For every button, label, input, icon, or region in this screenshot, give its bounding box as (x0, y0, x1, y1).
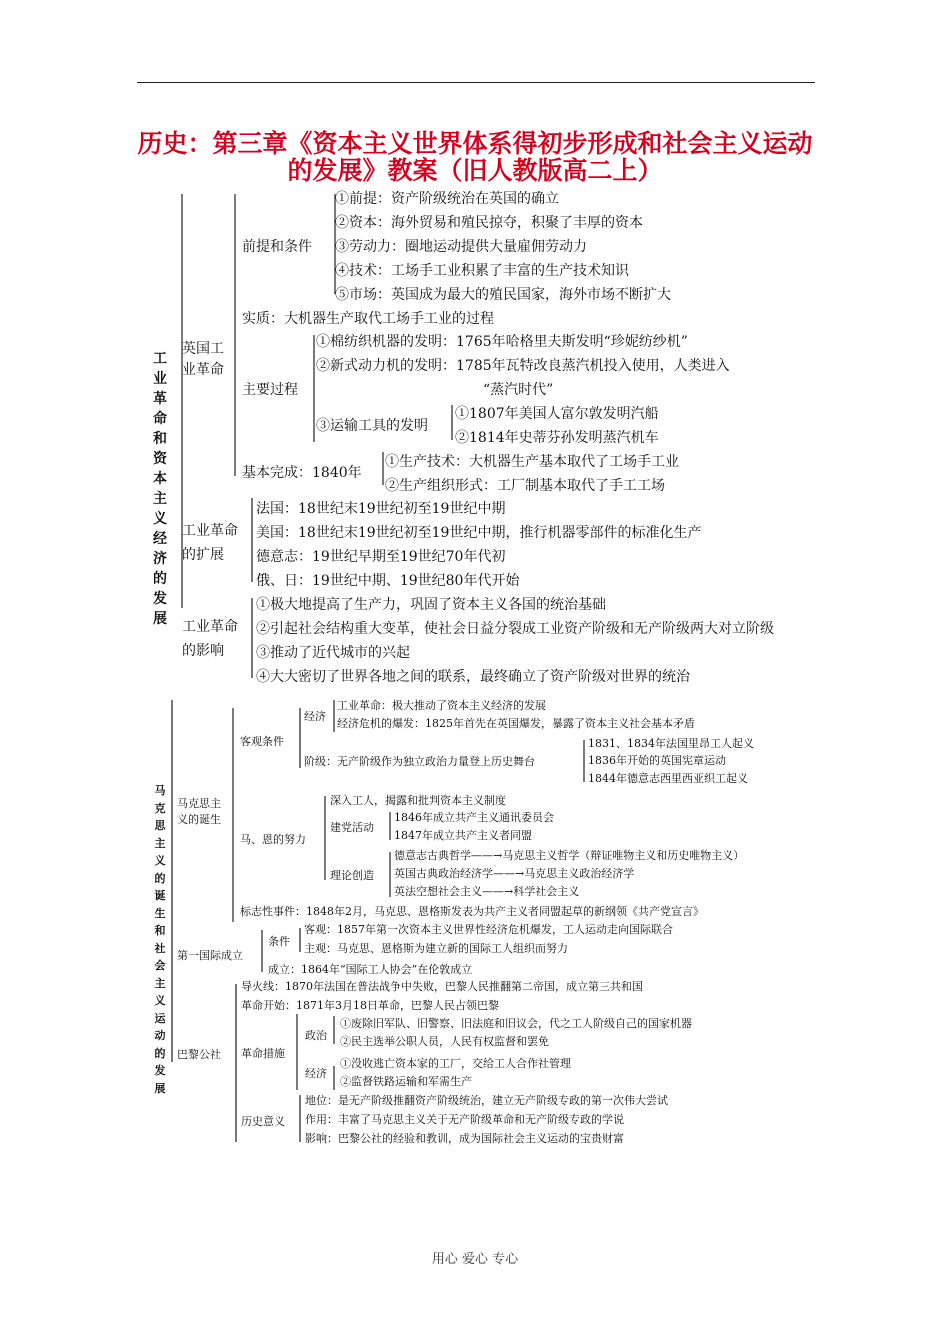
impact-item-2: ②引起社会结构重大变革，使社会日益分裂成工业资产阶级和无产阶级两大对立阶级 (256, 621, 774, 637)
first-intl-label: 第一国际成立 (177, 949, 243, 962)
process-item-2a: ②新式动力机的发明：1785年瓦特改良蒸汽机投入使用，人类进入 (316, 358, 730, 374)
landmark-text: 标志性事件：1848年2月，马克思、恩格斯发表为共产主义者同盟起草的新纲领《共产党宣言》 (240, 905, 704, 918)
measures-label: 革命措施 (241, 1047, 285, 1060)
commune-fuse-text: 导火线：1870年法国在普法战争中失败，巴黎人民推翻第二帝国，成立第三共和国 (241, 980, 643, 993)
politics-item-2: ②民主选举公职人员，人民有权监督和罢免 (340, 1035, 549, 1048)
premise-item-5: ⑤市场：英国成为最大的殖民国家，海外市场不断扩大 (335, 287, 671, 303)
page-footer: 用心 爱心 专心 (431, 1252, 519, 1267)
intl-founding-text: 成立：1864年“国际工人协会”在伦敦成立 (268, 963, 473, 976)
significance-item-2: 作用：丰富了马克思主义关于无产阶级革命和无产阶级专政的学说 (305, 1113, 624, 1126)
politics-item-1: ①废除旧军队、旧警察、旧法庭和旧议会，代之工人阶级自己的国家机器 (340, 1017, 692, 1030)
expansion-item-3: 德意志：19世纪早期至19世纪70年代初 (256, 549, 506, 565)
efforts-label: 马、恩的努力 (240, 833, 306, 846)
objective-economy-label: 经济 (304, 710, 326, 723)
premise-item-2: ②资本：海外贸易和殖民掠夺，积聚了丰厚的资本 (335, 215, 643, 231)
significance-label: 历史意义 (241, 1115, 285, 1128)
party-label: 建党活动 (330, 821, 374, 834)
process-item-3: ③运输工具的发明 (316, 418, 428, 434)
birth-label-1: 马克思主 (177, 797, 221, 810)
transport-item-1: ①1807年美国人富尔敦发明汽船 (455, 406, 659, 422)
measures-economy-label: 经济 (305, 1067, 327, 1080)
essence-text: 实质：大机器生产取代工场手工业的过程 (242, 311, 494, 327)
impact-item-4: ④大大密切了世界各地之间的联系，最终确立了资产阶级对世界的统治 (256, 669, 690, 685)
commune-economy-item-1: ①没收逃亡资本家的工厂，交给工人合作社管理 (340, 1057, 571, 1070)
intl-condition-2: 主观：马克思、恩格斯为建立新的国际工人组织而努力 (304, 942, 568, 955)
theory-item-2: 英国古典政治经济学——→马克思主义政治经济学 (394, 867, 635, 880)
commune-start-text: 革命开始：1871年3月18日革命，巴黎人民占领巴黎 (241, 999, 499, 1012)
impact-label-2: 的影响 (182, 643, 224, 659)
impact-item-3: ③推动了近代城市的兴起 (256, 645, 410, 661)
birth-label-2: 义的诞生 (177, 813, 221, 826)
theory-label: 理论创造 (330, 869, 374, 882)
completion-label: 基本完成：1840年 (242, 465, 362, 481)
expansion-item-2: 美国：18世纪末19世纪初至19世纪中期，推行机器零部件的标准化生产 (256, 525, 702, 541)
premise-item-4: ④技术：工场手工业积累了丰富的生产技术知识 (335, 263, 629, 279)
uprising-item-3: 1844年德意志西里西亚织工起义 (588, 772, 748, 785)
party-item-2: 1847年成立共产主义者同盟 (394, 829, 532, 842)
impact-label-1: 工业革命 (182, 619, 238, 635)
intl-condition-1: 客观：1857年第一次资本主义世界性经济危机爆发，工人运动走向国际联合 (304, 923, 673, 936)
document-title-line2: 的发展》教案（旧人教版高二上） (287, 156, 663, 185)
uprising-item-1: 1831、1834年法国里昂工人起义 (588, 737, 754, 750)
completion-item-2: ②生产组织形式：工厂制基本取代了手工工场 (385, 478, 665, 494)
expansion-item-1: 法国：18世纪末19世纪初至19世纪中期 (256, 501, 506, 517)
significance-item-1: 地位：是无产阶级推翻资产阶级统治，建立无产阶级专政的第一次伟大尝试 (305, 1094, 668, 1107)
uprising-item-2: 1836年开始的英国宪章运动 (588, 754, 726, 767)
efforts-deep-text: 深入工人，揭露和批判资本主义制度 (330, 794, 506, 807)
theory-item-1: 德意志古典哲学——→马克思主义哲学（辩证唯物主义和历史唯物主义） (394, 849, 745, 862)
measures-politics-label: 政治 (305, 1029, 327, 1042)
process-label: 主要过程 (242, 382, 298, 398)
objective-economy-item-2: 经济危机的爆发：1825年首先在英国爆发，暴露了资本主义社会基本矛盾 (337, 717, 695, 730)
intl-conditions-label: 条件 (268, 935, 290, 948)
document-title-line1: 历史：第三章《资本主义世界体系得初步形成和社会主义运动 (137, 129, 813, 158)
impact-item-1: ①极大地提高了生产力，巩固了资本主义各国的统治基础 (256, 597, 606, 613)
premise-item-1: ①前提：资产阶级统治在英国的确立 (335, 191, 559, 207)
premise-label: 前提和条件 (242, 239, 312, 255)
objective-label: 客观条件 (240, 735, 284, 748)
commune-economy-item-2: ②监督铁路运输和军需生产 (340, 1075, 472, 1088)
commune-label: 巴黎公社 (177, 1048, 221, 1061)
part1-root-text: 工业革命和资本主义经济的发展 (153, 351, 167, 627)
objective-class-label: 阶级：无产阶级作为独立政治力量登上历史舞台 (304, 755, 535, 768)
process-item-1: ①棉纺织机器的发明：1765年哈格里夫斯发明“珍妮纺纱机” (316, 334, 688, 350)
expansion-item-4: 俄、日：19世纪中期、19世纪80年代开始 (256, 573, 520, 589)
objective-economy-item-1: 工业革命：极大推动了资本主义经济的发展 (337, 699, 546, 712)
transport-item-2: ②1814年史蒂芬孙发明蒸汽机车 (455, 430, 659, 446)
expansion-label-2: 的扩展 (182, 547, 224, 563)
party-item-1: 1846年成立共产主义通讯委员会 (394, 811, 554, 824)
completion-item-1: ①生产技术：大机器生产基本取代了工场手工业 (385, 454, 679, 470)
theory-item-3: 英法空想社会主义——→科学社会主义 (394, 885, 580, 898)
significance-item-3: 影响：巴黎公社的经验和教训，成为国际社会主义运动的宝贵财富 (305, 1132, 624, 1145)
premise-item-3: ③劳动力：圈地运动提供大量雇佣劳动力 (335, 239, 587, 255)
expansion-label-1: 工业革命 (182, 523, 238, 539)
england-label-1: 英国工 (182, 341, 224, 357)
process-item-2b: “蒸汽时代” (483, 382, 554, 398)
england-label-2: 业革命 (182, 362, 224, 378)
part2-root-text: 马克思主义的诞生和社会主义运动的发展 (154, 784, 166, 1095)
